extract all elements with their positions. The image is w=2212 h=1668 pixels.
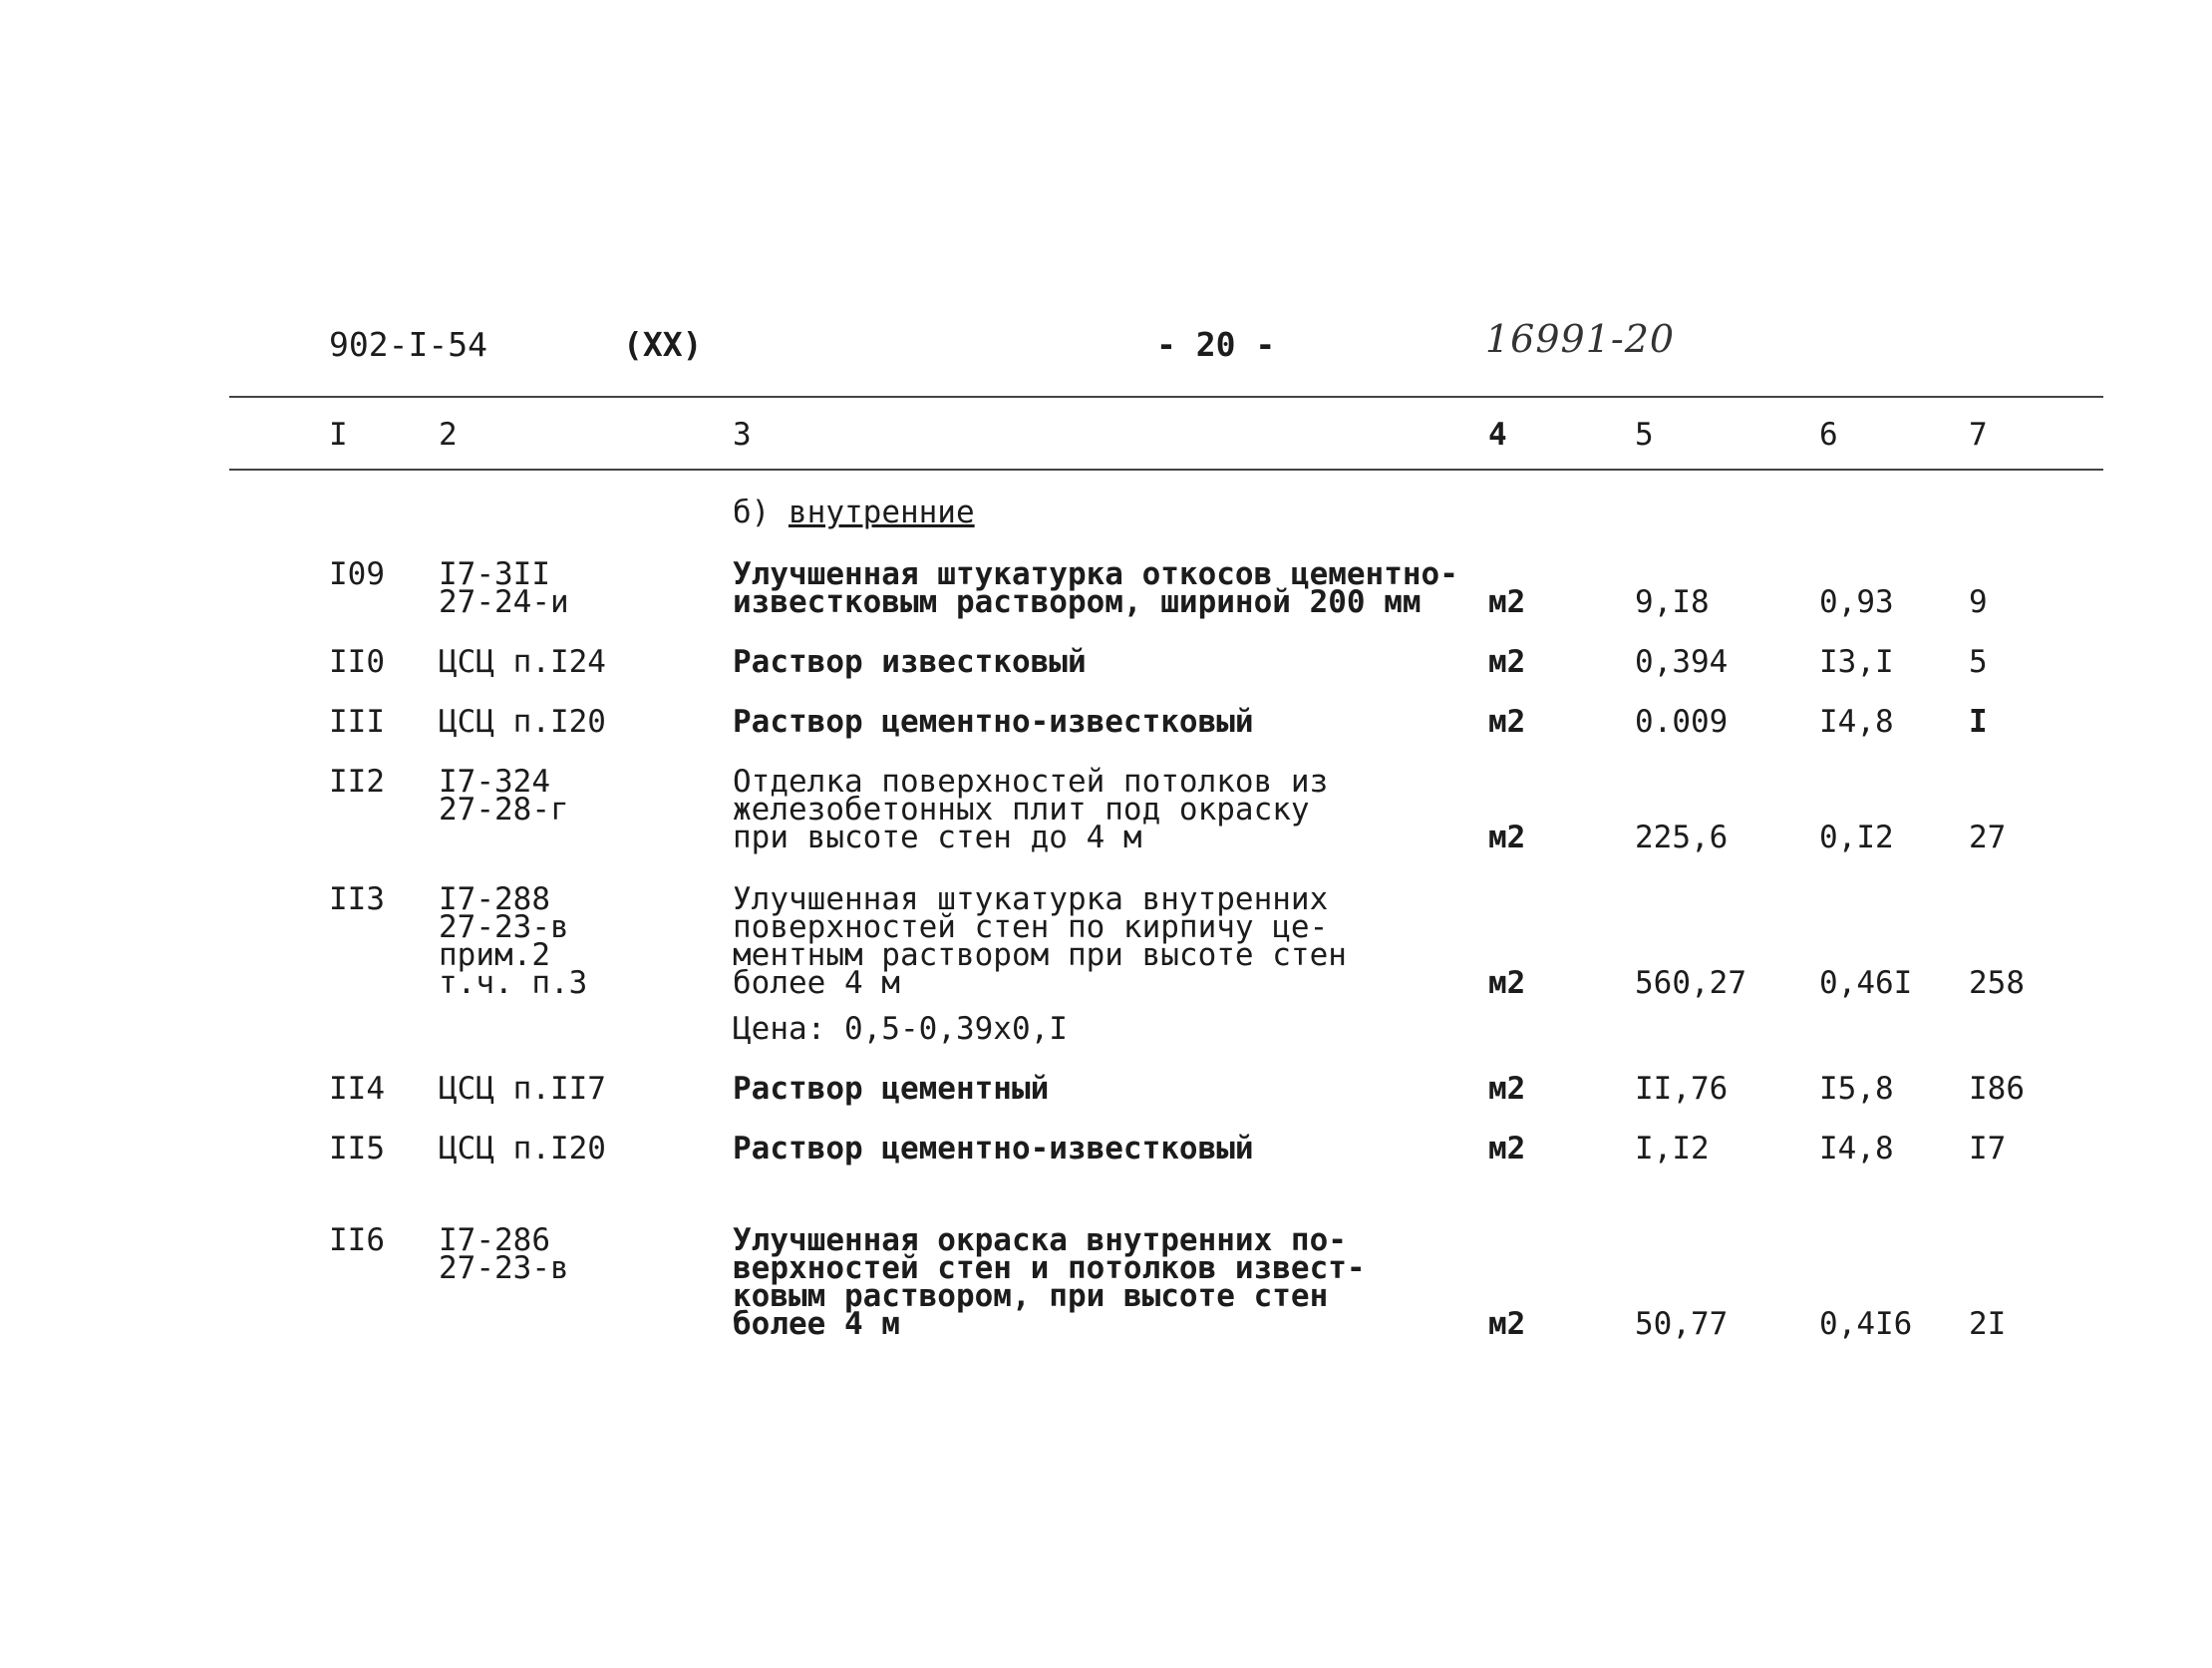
unit-price: I4,8 xyxy=(1819,1131,1894,1167)
unit: м2 xyxy=(1488,820,1526,855)
norm-code-line: I7-3II xyxy=(439,556,550,592)
row-number: III xyxy=(329,704,385,740)
quantity: 0.009 xyxy=(1635,704,1729,740)
unit: м2 xyxy=(1488,1306,1526,1342)
norm-code-line: I7-288 xyxy=(439,881,550,917)
work-description-line: Раствор известковый xyxy=(733,644,1087,680)
column-header-rule xyxy=(229,469,2103,471)
row-number: II0 xyxy=(329,644,385,680)
norm-code-line: 27-23-в xyxy=(439,1250,569,1286)
work-description-line: ментным раствором при высоте стен xyxy=(733,937,1347,973)
quantity: 9,I8 xyxy=(1635,584,1710,620)
unit: м2 xyxy=(1488,1131,1526,1167)
row-number: II5 xyxy=(329,1131,385,1167)
work-description-line: Улучшенная штукатурка откосов цементно- xyxy=(733,556,1458,592)
work-description-line: верхностей стен и потолков извест- xyxy=(733,1250,1366,1286)
row-number: II4 xyxy=(329,1071,385,1107)
column-number-4: 4 xyxy=(1488,417,1507,453)
norm-code-line: прим.2 xyxy=(439,937,550,973)
norm-code-line: ЦСЦ п.I20 xyxy=(439,704,606,740)
work-description-line: Раствор цементный xyxy=(733,1071,1050,1107)
total: 2I xyxy=(1969,1306,2007,1342)
unit-price: 0,I2 xyxy=(1819,820,1894,855)
row-number: II3 xyxy=(329,881,385,917)
norm-code-line: 27-28-г xyxy=(439,792,569,828)
handwritten-reference: 16991-20 xyxy=(1485,317,1676,361)
page-number: - 20 - xyxy=(1156,325,1276,364)
norm-code-line: ЦСЦ п.II7 xyxy=(439,1071,606,1107)
norm-code-line: т.ч. п.3 xyxy=(439,965,588,1001)
norm-code-line: I7-324 xyxy=(439,764,550,800)
unit: м2 xyxy=(1488,965,1526,1001)
work-description-line: Раствор цементно-известковый xyxy=(733,1131,1254,1167)
total: 27 xyxy=(1969,820,2007,855)
row-number: I09 xyxy=(329,556,385,592)
norm-code-line: 27-23-в xyxy=(439,909,569,945)
unit: м2 xyxy=(1488,644,1526,680)
section-prefix: б) xyxy=(733,495,771,530)
work-description-line: более 4 м xyxy=(733,1306,900,1342)
total: I xyxy=(1969,704,1988,740)
unit-price: I5,8 xyxy=(1819,1071,1894,1107)
work-description-line: Улучшенная окраска внутренних по- xyxy=(733,1222,1347,1258)
row-number: II6 xyxy=(329,1222,385,1258)
quantity: 0,394 xyxy=(1635,644,1729,680)
unit: м2 xyxy=(1488,1071,1526,1107)
column-number-3: 3 xyxy=(733,417,752,453)
total: I86 xyxy=(1969,1071,2025,1107)
work-description-line: при высоте стен до 4 м xyxy=(733,820,1142,855)
unit-price: 0,93 xyxy=(1819,584,1894,620)
work-description-line: поверхностей стен по кирпичу це- xyxy=(733,909,1329,945)
total: 9 xyxy=(1969,584,1988,620)
top-rule xyxy=(229,396,2103,398)
work-description-line: известковым раствором, шириной 200 мм xyxy=(733,584,1422,620)
section-heading xyxy=(733,495,975,530)
norm-code-line: 27-24-и xyxy=(439,584,569,620)
column-number-7: 7 xyxy=(1969,417,1988,453)
unit-price: 0,4I6 xyxy=(1819,1306,1913,1342)
quantity: 225,6 xyxy=(1635,820,1729,855)
unit-price: 0,46I xyxy=(1819,965,1913,1001)
series-label: (XX) xyxy=(623,325,703,364)
unit-price: I4,8 xyxy=(1819,704,1894,740)
total: 5 xyxy=(1969,644,1988,680)
doc-code: 902-I-54 xyxy=(329,325,487,364)
column-number-6: 6 xyxy=(1819,417,1838,453)
column-number-5: 5 xyxy=(1635,417,1654,453)
work-description-line: ковым раствором, при высоте стен xyxy=(733,1278,1329,1314)
column-number-1: I xyxy=(329,417,348,453)
norm-code-line: I7-286 xyxy=(439,1222,550,1258)
section-title: внутренние xyxy=(789,495,975,530)
quantity: II,76 xyxy=(1635,1071,1729,1107)
unit-price: I3,I xyxy=(1819,644,1894,680)
norm-code-line: ЦСЦ п.I20 xyxy=(439,1131,606,1167)
work-description-line: Отделка поверхностей потолков из xyxy=(733,764,1329,800)
quantity: 50,77 xyxy=(1635,1306,1729,1342)
column-number-2: 2 xyxy=(439,417,458,453)
unit: м2 xyxy=(1488,584,1526,620)
work-description-line: более 4 м xyxy=(733,965,900,1001)
unit: м2 xyxy=(1488,704,1526,740)
row-number: II2 xyxy=(329,764,385,800)
total: 258 xyxy=(1969,965,2025,1001)
work-description-line: Раствор цементно-известковый xyxy=(733,704,1254,740)
total: I7 xyxy=(1969,1131,2007,1167)
quantity: 560,27 xyxy=(1635,965,1746,1001)
price-note: Цена: 0,5-0,39х0,I xyxy=(733,1011,1068,1047)
work-description-line: Улучшенная штукатурка внутренних xyxy=(733,881,1329,917)
work-description-line: железобетонных плит под окраску xyxy=(733,792,1310,828)
quantity: I,I2 xyxy=(1635,1131,1710,1167)
norm-code-line: ЦСЦ п.I24 xyxy=(439,644,606,680)
